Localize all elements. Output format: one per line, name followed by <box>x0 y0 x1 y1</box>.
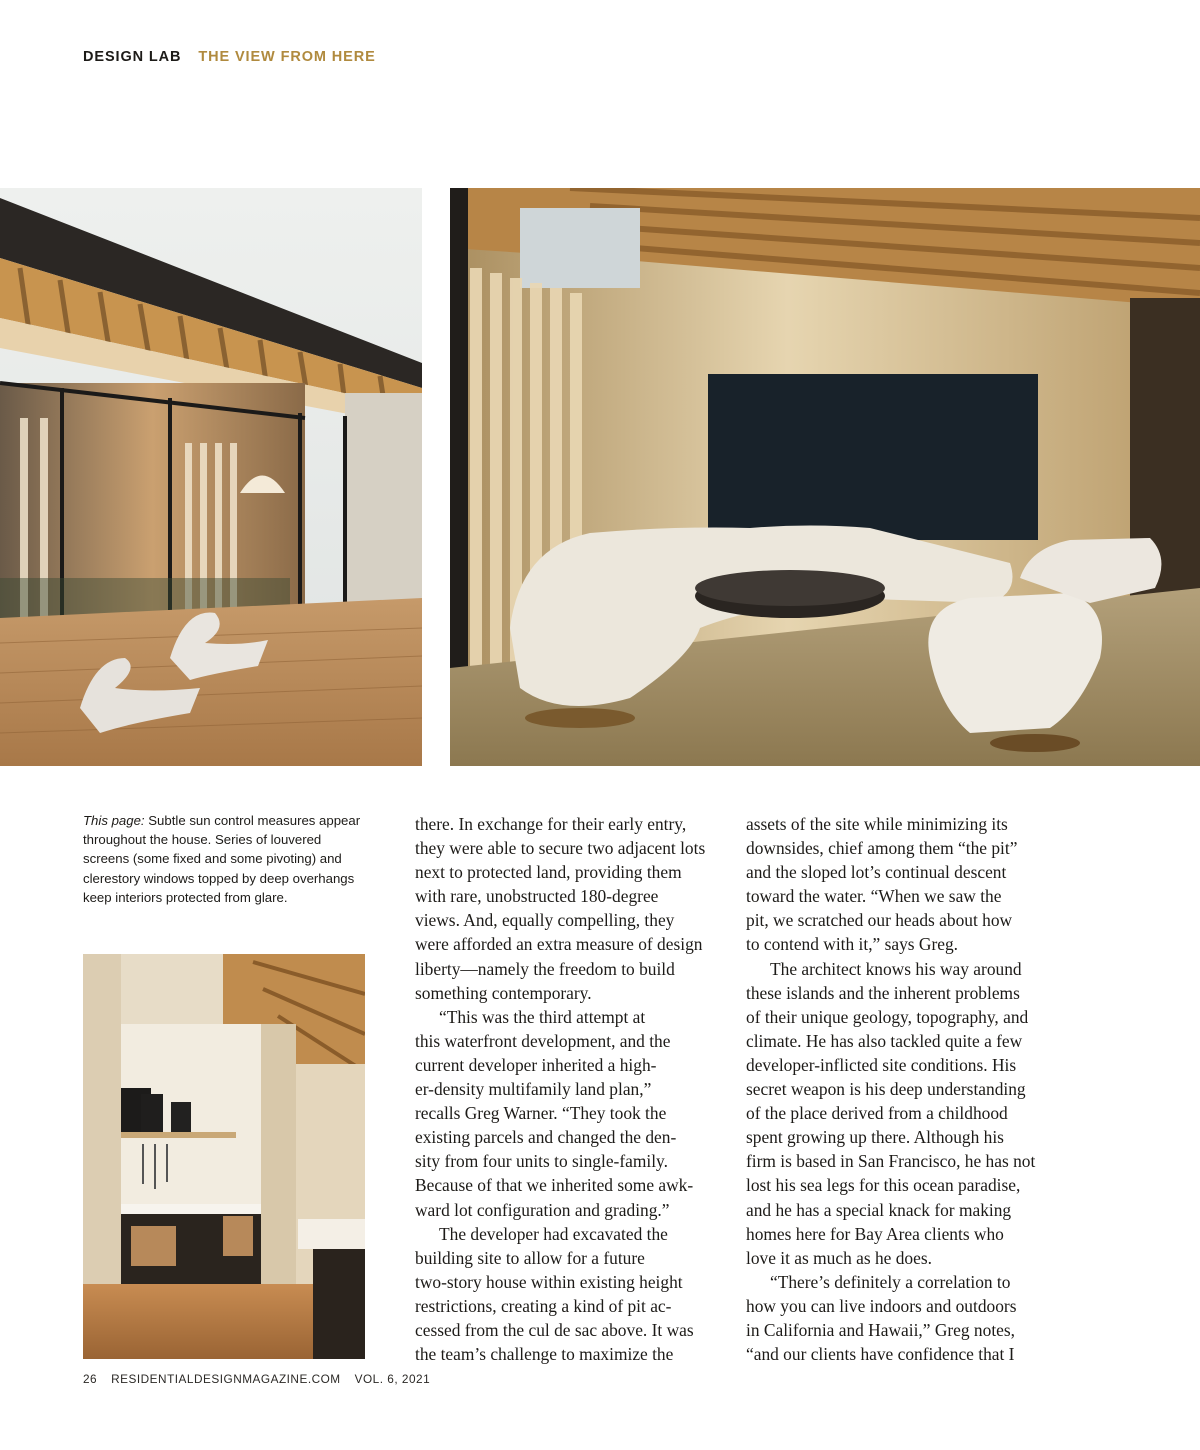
caption-text: Subtle sun control measures appear throughout the house. Series of louvered screens (some fixed and some pivoting) and clerestory windows topped by deep overhangs keep interiors protected from glare. <box>83 813 361 905</box>
text-line: recalls Greg Warner. “They took the <box>415 1103 667 1124</box>
body-column-2 <box>746 812 1066 1366</box>
page-number: 26 <box>83 1372 98 1386</box>
text-line: firm is based in San Francisco, he has not <box>746 1151 1036 1172</box>
text-line: they were able to secure two adjacent lots <box>415 838 706 859</box>
text-line: er-density multifamily land plan,” <box>415 1079 652 1100</box>
text-line: ward lot configuration and grading.” <box>415 1199 670 1220</box>
text-line: how you can live indoors and outdoors <box>746 1295 1017 1316</box>
text-line: in California and Hawaii,” Greg notes, <box>746 1319 1015 1340</box>
page-footer <box>83 1372 444 1386</box>
body-column-1 <box>415 812 735 1366</box>
text-line: Because of that we inherited some awk- <box>415 1175 694 1196</box>
text-line: The architect knows his way around <box>770 958 1022 979</box>
site-url: RESIDENTIALDESIGNMAGAZINE.COM <box>111 1372 341 1386</box>
topic-label: THE VIEW FROM HERE <box>198 49 376 65</box>
issue-label: VOL. 6, 2021 <box>354 1372 431 1386</box>
text-line: secret weapon is his deep understanding <box>746 1079 1026 1100</box>
running-header <box>83 49 376 65</box>
text-line: these islands and the inherent problems <box>746 982 1020 1003</box>
text-line: The developer had excavated the <box>439 1223 668 1244</box>
text-line: and he has a special knack for making <box>746 1199 1012 1220</box>
text-line: spent growing up there. Although his <box>746 1127 1004 1148</box>
text-line: the team’s challenge to maximize the <box>415 1344 674 1365</box>
text-line: this waterfront development, and the <box>415 1030 671 1051</box>
text-line: lost his sea legs for this ocean paradise, <box>746 1175 1021 1196</box>
text-line: existing parcels and changed the den- <box>415 1127 677 1148</box>
text-line: climate. He has also tackled quite a few <box>746 1030 1023 1051</box>
text-line: “and our clients have confidence that I <box>746 1344 1015 1365</box>
section-label: DESIGN LAB <box>83 49 182 65</box>
text-line: two-story house within existing height <box>415 1271 683 1292</box>
text-line: cessed from the cul de sac above. It was <box>415 1319 694 1340</box>
exterior-deck-photo <box>0 188 422 766</box>
text-line: views. And, equally compelling, they <box>415 910 675 931</box>
text-line: current developer inherited a high- <box>415 1054 657 1075</box>
text-line: there. In exchange for their early entry, <box>415 814 687 834</box>
text-line: liberty—namely the freedom to build <box>415 958 675 979</box>
text-line: toward the water. “When we saw the <box>746 886 1002 907</box>
text-line: “This was the third attempt at <box>439 1006 646 1027</box>
text-line: homes here for Bay Area clients who <box>746 1223 1004 1244</box>
text-line: to contend with it,” says Greg. <box>746 934 959 955</box>
text-line: were afforded an extra measure of design <box>415 934 703 955</box>
text-line: restrictions, creating a kind of pit ac- <box>415 1295 672 1316</box>
text-line: downsides, chief among them “the pit” <box>746 838 1018 859</box>
text-line: building site to allow for a future <box>415 1247 645 1268</box>
text-line: something contemporary. <box>415 982 592 1003</box>
text-line: “There’s definitely a correlation to <box>770 1271 1011 1292</box>
photo-caption <box>83 811 368 907</box>
living-room-photo <box>450 188 1200 766</box>
text-line: with rare, unobstructed 180-degree <box>415 886 659 907</box>
text-line: sity from four units to single-family. <box>415 1151 668 1172</box>
text-line: of their unique geology, topography, and <box>746 1006 1029 1027</box>
caption-lead: This page: <box>83 813 145 828</box>
text-line: pit, we scratched our heads about how <box>746 910 1013 931</box>
text-line: next to protected land, providing them <box>415 862 682 883</box>
text-line: and the sloped lot’s continual descent <box>746 862 1007 883</box>
text-line: developer-inflicted site conditions. His <box>746 1054 1017 1075</box>
text-line: love it as much as he does. <box>746 1247 932 1268</box>
kitchen-photo <box>83 954 365 1359</box>
text-line: assets of the site while minimizing its <box>746 814 1008 834</box>
text-line: of the place derived from a childhood <box>746 1103 1008 1124</box>
